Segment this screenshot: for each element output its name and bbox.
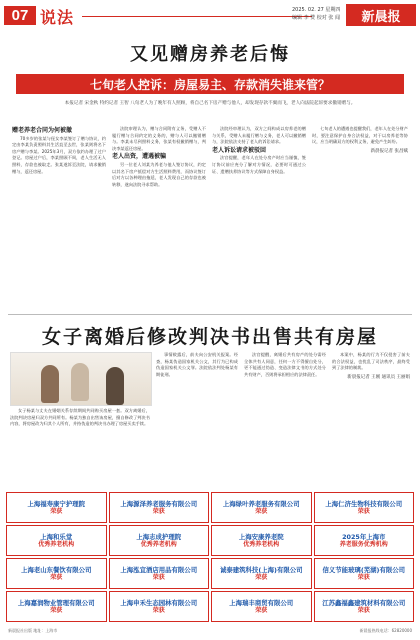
person-figure <box>71 363 89 401</box>
footer-left: 新晨报社出版 地址：上海市 <box>8 628 58 633</box>
person-figure <box>106 367 124 405</box>
ad-title: 上海福寿康宁护理院 <box>27 499 85 508</box>
person-figure <box>41 365 59 403</box>
ad-line: 优秀养老机构 <box>38 540 75 548</box>
ad-title: 上海泓宜酒店用品有限公司 <box>120 565 198 574</box>
ad-title: 上海申禾生态园林有限公司 <box>120 598 198 607</box>
ad-line: 荣获 <box>255 606 268 614</box>
ad-line: 荣获 <box>50 606 63 614</box>
ad-block <box>6 492 107 523</box>
article1-col4-text: 七旬老人的遭遇也提醒我们，老年人在处分财产时，要注意保护自身合法权益，对于以房养老等协议，应当明确双方的权利义务，避免产生纠纷。 <box>312 126 408 145</box>
article1-heading-3: 老人诉讼请求被驳回 <box>212 146 267 154</box>
article2-col3-text: 法官提醒，离婚后共有房产的处分需经全体共有人同意，任何一方不得擅自处分，更不能通过伪造、变造法律文书的方式处分共有财产，否则将承担相应的法律责任。 <box>244 352 326 377</box>
ad-line: 荣获 <box>357 573 370 581</box>
advertisement-grid <box>6 492 414 622</box>
ad-block <box>6 525 107 556</box>
article1-subtitle: 七旬老人控诉：房屋易主、存款消失谁来管？ <box>16 74 404 94</box>
ad-block <box>211 492 312 523</box>
editor-line: 编辑 李 赞 校对 张 闻 <box>292 15 340 21</box>
article1-col2-text: 法院审理认为，赠与合同附有义务，受赠人不履行赠与合同约定的义务的，赠与人可以撤销赠与。李某未尽到照料义务，张某有权撤销赠与，判决李某返还房屋。 <box>112 126 206 151</box>
article1-col3-text: 法院经审理认为，双方之间构成以房养老的赠与关系，受赠人未履行赠与义务，老人可以撤销赠与，法院依法支持了老人的诉讼请求。 <box>212 126 306 145</box>
ad-title: 上海仁济生物科技有限公司 <box>325 499 403 508</box>
ad-title: 上海安康养老院 <box>238 532 284 541</box>
ad-block <box>109 492 210 523</box>
ad-title: 上海老山东餐饮有限公司 <box>21 565 92 574</box>
ad-line: 荣获 <box>152 573 165 581</box>
ad-line: 荣获 <box>50 507 63 515</box>
article2-column-3 <box>244 352 326 486</box>
ad-block <box>211 525 312 556</box>
article2-column-2 <box>156 352 238 486</box>
newspaper-logo: 新晨报 <box>346 4 416 26</box>
ad-title: 上海瑞丰商贸有限公司 <box>229 598 294 607</box>
ad-block <box>109 591 210 622</box>
date-line: 2025. 02. 27 星期四 <box>292 7 341 13</box>
ad-block <box>6 558 107 589</box>
section-divider <box>8 314 412 315</box>
ad-title: 信义节能玻璃(芜湖)有限公司 <box>322 565 406 574</box>
ad-line: 荣获 <box>50 573 63 581</box>
article1-lead: 本报记者 宋金秋 特约记者 王智 八旬老人为了晚年有人照顾，将自己名下房产赠与他人，却发现存款不翼而飞，老人向法院起诉要求撤销赠与。 <box>64 101 356 106</box>
article1-title: 又见赠房养老后悔 <box>130 44 290 65</box>
article1-column-3 <box>212 126 306 308</box>
article1-heading-1: 赠老养老合同为何被撤 <box>12 127 73 134</box>
ad-title: 上海志成护理院 <box>136 532 182 541</box>
ad-title: 诚泰建筑科技(上海)有限公司 <box>219 565 303 574</box>
article1-col2-text2: 另一位老人刘某为养老与他人签订协议，约定以其名下房产抵偿对方生活照料费用，而协议签订后对方以各种理由拖延，老人发现自己的存款也被转移，遂向法院寻求帮助。 <box>112 161 206 187</box>
article1-column-1 <box>12 126 106 308</box>
ad-line: 养老服务优秀机构 <box>339 540 388 548</box>
ad-line: 荣获 <box>255 507 268 515</box>
ad-line: 荣获 <box>357 606 370 614</box>
article1-heading-2: 老人出资，遭遇被骗 <box>112 153 167 161</box>
ad-block <box>211 591 312 622</box>
article1-col3-text2: 法官提醒，老年人在处分房产时应当谨慎，签订协议前应充分了解对方情况，必要时可通过公证、遗赠扶养协议等方式保障自身权益。 <box>212 155 306 174</box>
ad-line: 荣获 <box>357 507 370 515</box>
ad-block <box>211 558 312 589</box>
article2-title: 女子离婚后修改判决书出售共有房屋 <box>41 326 378 348</box>
footer-right: 新晨报热线电话：62820000 <box>359 628 412 633</box>
ad-line: 优秀养老机构 <box>140 540 177 548</box>
ad-line: 荣获 <box>255 573 268 581</box>
article2-column-4 <box>332 352 410 486</box>
ad-block <box>109 558 210 589</box>
ad-block <box>314 591 415 622</box>
ad-title: 上海绿叶养老服务有限公司 <box>222 499 300 508</box>
article2-photo <box>10 352 152 406</box>
section-title: 说法 <box>40 8 75 27</box>
ad-title: 上海嘉润物业管理有限公司 <box>17 598 95 607</box>
article2-column-1 <box>10 408 150 486</box>
ad-title: 江苏鑫福鑫建筑材料有限公司 <box>322 598 406 607</box>
article2-author: 新晨报记者 王刚 通讯员 王丽娟 <box>347 374 410 380</box>
article1-column-2 <box>112 126 206 308</box>
page-footer <box>8 628 412 634</box>
section-number: 07 <box>4 6 36 25</box>
ad-title: 上海和乐堂 <box>40 532 73 541</box>
article2-col2-text: 事情败露后，前夫向公安机关报案。经查，杨某伪造国家机关公文，其行为已构成伪造国家机关公文罪。法院依法判处杨某有期徒刑。 <box>156 352 238 377</box>
ad-line: 优秀养老机构 <box>243 540 280 548</box>
ad-line: 荣获 <box>152 606 165 614</box>
article1-col1-text: 70多岁的张某与侄女李某签订了赠与协议，约定由李某负责照料其生活直至去世，张某则将名下房产赠与李某。2025年3月，双方依约办理了过户登记。房屋过户后，李某照顾不周，老人生活无人照料，存款也被取走。张某遂诉至法院，请求撤销赠与，返还房屋。 <box>12 135 106 174</box>
ad-block <box>314 558 415 589</box>
article2-col1-text: 女子杨某与丈夫在婚姻关系存续期间共同购买房屋一套。双方离婚后，法院判决房屋归双方共同所有。杨某为独自出售该房屋，擅自修改了判决书内容，将房屋改为归其个人所有，并持伪造的判决书办理了房屋买卖手续。 <box>10 408 150 427</box>
ad-block <box>6 591 107 622</box>
article1-author: 新晨报记者 张昌赋 <box>370 148 408 154</box>
ad-title: 上海源泽养老服务有限公司 <box>120 499 198 508</box>
ad-title: 2025年上海市 <box>342 532 386 541</box>
header-rule <box>82 16 312 17</box>
ad-block <box>314 525 415 556</box>
ad-line: 荣获 <box>152 507 165 515</box>
article1-column-4 <box>312 126 408 308</box>
ad-block <box>109 525 210 556</box>
ad-block <box>314 492 415 523</box>
article2-col4-text: 本案中，杨某的行为不仅侵害了前夫的合法权益，也扰乱了司法秩序，最终受到了法律的制裁。 <box>332 352 410 371</box>
